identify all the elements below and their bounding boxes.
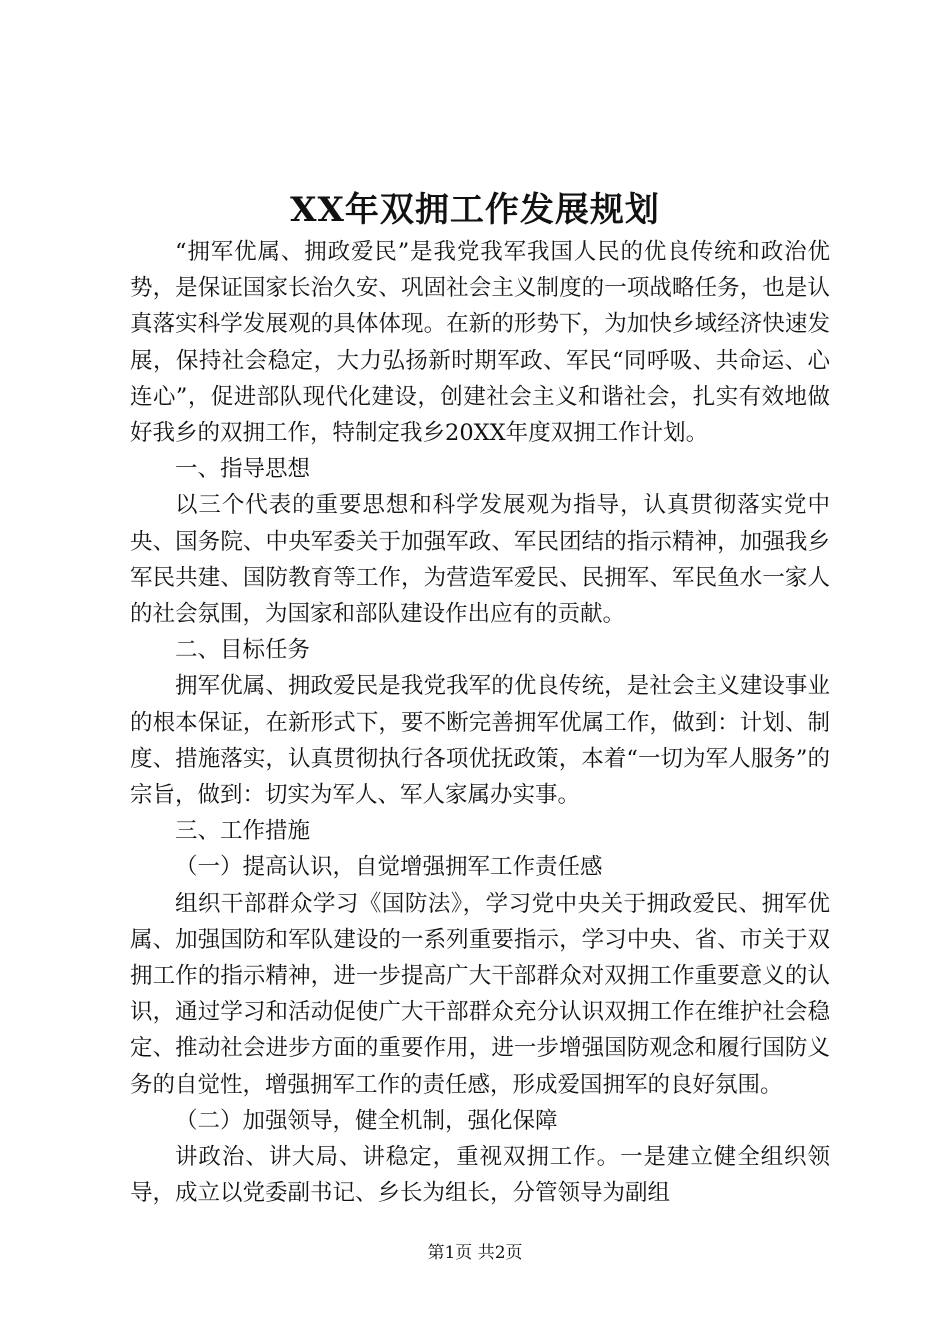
paragraph-intro: “拥军优属、拥政爱民”是我党我军我国人民的优良传统和政治优势，是保证国家长治久安、巩固社会主义制度的一项战略任务，也是认真落实科学发展观的具体体现。在新的形势下，为加快乡域经济快速发展，保持社会稳定，大力弘扬新时期军政、军民“同呼吸、共命运、心连心”，促进部队现代化建设，创建社会主义和谐社会，扎实有效地做好我乡的双拥工作，特制定我乡20XX年度双拥工作计划。 — [130, 239, 830, 447]
document-title: XX年双拥工作发展规划 — [290, 190, 660, 230]
paragraph-guiding-thought: 以三个代表的重要思想和科学发展观为指导，认真贯彻落实党中央、国务院、中央军委关于加强军政、军民团结的指示精神，加强我乡军民共建、国防教育等工作，为营造军爱民、民拥军、军民鱼水一家人的社会氛围，为国家和部队建设作出应有的贡献。 — [130, 492, 830, 628]
section-heading-goals: 二、目标任务 — [175, 637, 311, 664]
subsection-heading-leadership: （二）加强领导，健全机制，强化保障 — [175, 1107, 558, 1134]
paragraph-awareness: 组织干部群众学习《国防法》，学习党中央关于拥政爱民、拥军优属、加强国防和军队建设的一系列重要指示，学习中央、省、市关于双拥工作的指示精神，进一步提高广大干部群众对双拥工作重要意义的认识，通过学习和活动促使广大干部群众充分认识双拥工作在维护社会稳定、推动社会进步方面的重要作用，进一步增强国防观念和履行国防义务的自觉性，增强拥军工作的责任感，形成爱国拥军的良好氛围。 — [130, 890, 830, 1098]
paragraph-leadership: 讲政治、讲大局、讲稳定，重视双拥工作。一是建立健全组织领导，成立以党委副书记、乡长为组长，分管领导为副组 — [130, 1144, 830, 1207]
section-heading-guiding-thought: 一、指导思想 — [175, 456, 311, 483]
document-body — [130, 234, 830, 1211]
subsection-heading-awareness: （一）提高认识，自觉增强拥军工作责任感 — [175, 854, 603, 881]
section-heading-measures: 三、工作措施 — [175, 818, 311, 845]
page-number-footer: 第1页 共2页 — [427, 1243, 523, 1263]
paragraph-goals: 拥军优属、拥政爱民是我党我军的优良传统，是社会主义建设事业的根本保证，在新形式下，要不断完善拥军优属工作，做到：计划、制度、措施落实，认真贯彻执行各项优抚政策，本着“一切为军人服务”的宗旨，做到：切实为军人、军人家属办实事。 — [130, 673, 830, 809]
